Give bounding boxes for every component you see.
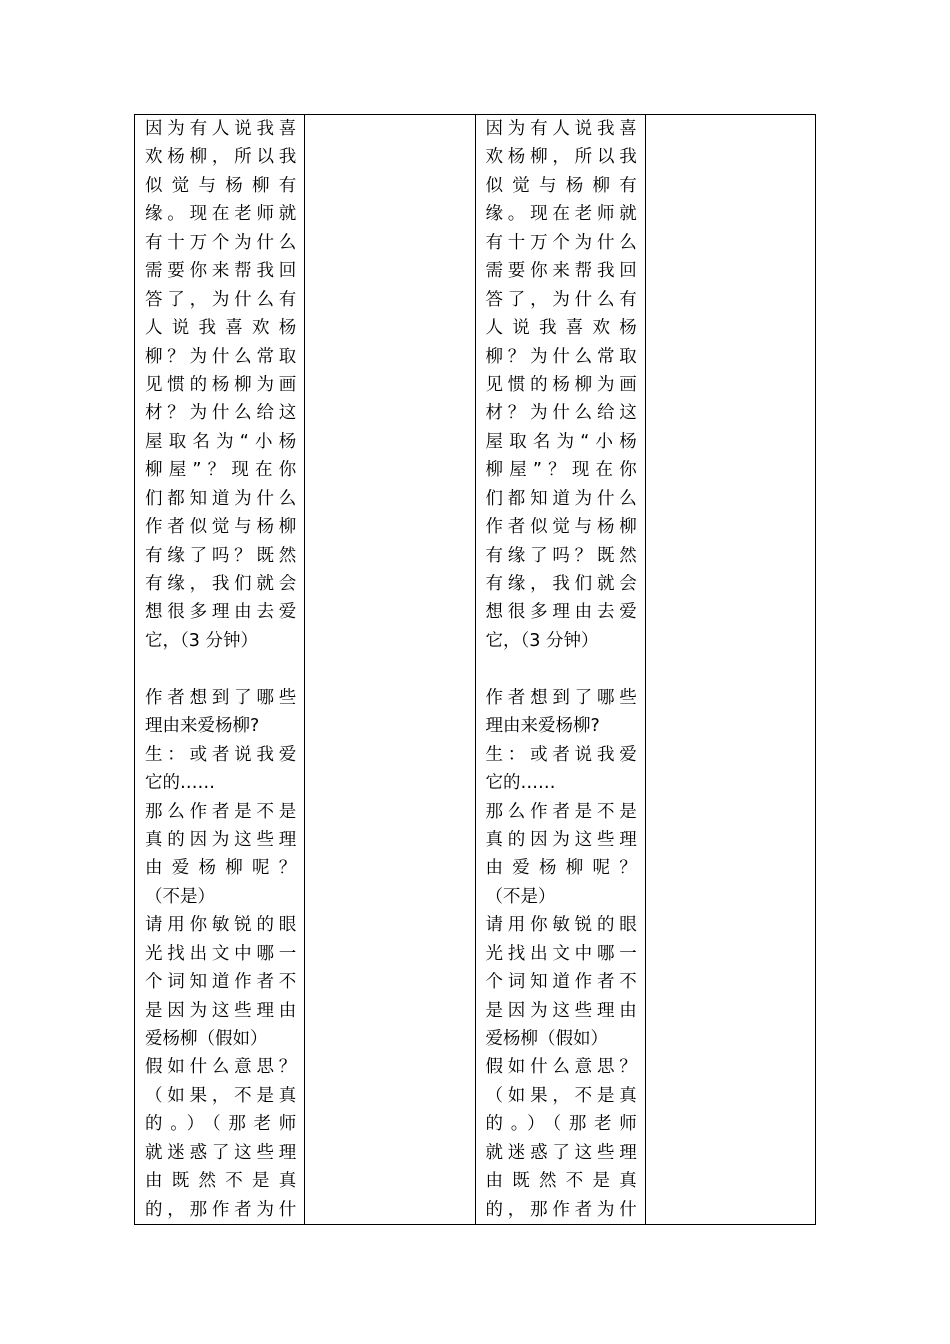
text-line: 有十万个为什么 <box>145 232 297 253</box>
text-line: 个词知道作者不 <box>485 972 637 993</box>
text-line: 欢杨柳，所以我 <box>145 147 297 168</box>
text-line: 生：或者说我爱 <box>485 744 637 765</box>
text-line: 的。）（那老师 <box>145 1114 297 1135</box>
text-line: 作者想到了哪些 <box>145 687 297 708</box>
text-line: 柳屋”？现在你 <box>485 460 637 481</box>
table-cell-column-4 <box>645 115 815 1225</box>
text-line: 似觉与杨柳有 <box>485 175 637 196</box>
text-line: 缘。现在老师就 <box>145 204 297 225</box>
cell-text-column-1 <box>135 115 304 1224</box>
text-line: 作者似觉与杨柳 <box>145 517 297 538</box>
lesson-plan-table <box>134 114 816 1225</box>
text-line: 它的…… <box>485 773 556 794</box>
text-line: 有缘，我们就会 <box>485 574 637 594</box>
text-line: 理由来爱杨柳? <box>145 716 260 737</box>
text-line: 那么作者是不是 <box>145 801 297 822</box>
text-line: 柳屋”？现在你 <box>145 460 297 481</box>
text-line: 人说我喜欢杨 <box>145 318 297 339</box>
table-row <box>135 115 816 1225</box>
text-line: 想很多理由去爱 <box>145 602 297 623</box>
text-line: 爱杨柳（假如） <box>485 1029 608 1049</box>
table-cell-column-1 <box>135 115 305 1225</box>
text-line: 光找出文中哪一 <box>145 943 297 964</box>
text-line: 材？为什么给这 <box>485 403 637 424</box>
text-line: 作者似觉与杨柳 <box>485 517 637 538</box>
cell-text-column-3 <box>476 115 645 1224</box>
text-line: 需要你来帮我回 <box>485 261 637 282</box>
text-line: 因为有人说我喜 <box>485 119 637 139</box>
text-line: 屋取名为“小杨 <box>485 431 637 452</box>
text-line: 它，（3 分钟） <box>145 630 258 651</box>
text-line: 它的…… <box>145 773 215 794</box>
text-line: 的，那作者为什 <box>485 1199 637 1220</box>
text-line: 需要你来帮我回 <box>145 261 297 282</box>
text-line: 光找出文中哪一 <box>485 943 637 964</box>
text-line: 见惯的杨柳为画 <box>145 374 297 395</box>
text-line: （如果，不是真 <box>145 1085 297 1106</box>
text-line: 缘。现在老师就 <box>485 204 637 225</box>
text-line: 真的因为这些理 <box>145 829 297 850</box>
text-line: 就迷惑了这些理 <box>485 1142 637 1163</box>
text-line: 有缘，我们就会 <box>145 574 297 594</box>
table-cell-column-2 <box>305 115 475 1225</box>
table-cell-column-3 <box>475 115 645 1225</box>
text-line: 人说我喜欢杨 <box>485 318 637 339</box>
text-line: 欢杨柳，所以我 <box>485 147 637 168</box>
text-line: 是因为这些理由 <box>145 1000 297 1021</box>
text-line: 生：或者说我爱 <box>145 744 297 765</box>
text-line: 材？为什么给这 <box>145 403 297 424</box>
blank-line <box>486 655 637 683</box>
text-line: 答了，为什么有 <box>485 289 637 310</box>
text-line: 想很多理由去爱 <box>485 602 637 623</box>
text-line: 们都知道为什么 <box>145 488 297 509</box>
text-line: 假如什么意思？ <box>485 1057 637 1078</box>
text-line: 柳？为什么常取 <box>485 346 637 367</box>
text-line: 由既然不是真 <box>485 1171 637 1192</box>
text-line: 由爱杨柳呢？ <box>145 858 297 879</box>
text-line: 理由来爱杨柳? <box>485 716 600 737</box>
text-line: 答了，为什么有 <box>145 289 297 310</box>
text-line: 屋取名为“小杨 <box>145 431 297 452</box>
text-line: 们都知道为什么 <box>485 488 637 509</box>
text-line: （不是） <box>485 886 556 907</box>
text-line: 那么作者是不是 <box>485 801 637 822</box>
text-line: 见惯的杨柳为画 <box>485 374 637 395</box>
text-line: 作者想到了哪些 <box>485 687 637 708</box>
text-line: 爱杨柳（假如） <box>145 1029 268 1049</box>
text-line: （不是） <box>145 886 215 907</box>
text-line: 由既然不是真 <box>145 1171 297 1192</box>
text-line: 请用你敏锐的眼 <box>145 915 297 936</box>
text-line: 柳？为什么常取 <box>145 346 297 367</box>
text-line: 有缘了吗？既然 <box>145 545 297 566</box>
text-line: 由爱杨柳呢？ <box>485 858 637 879</box>
blank-line <box>145 655 296 683</box>
text-line: 真的因为这些理 <box>485 829 637 850</box>
text-line: 它，（3 分钟） <box>485 630 599 651</box>
text-line: 的，那作者为什 <box>145 1199 297 1220</box>
text-line: 就迷惑了这些理 <box>145 1142 297 1163</box>
text-line: 是因为这些理由 <box>485 1000 637 1021</box>
text-line: 假如什么意思？ <box>145 1057 297 1078</box>
text-line: 似觉与杨柳有 <box>145 175 297 196</box>
text-line: 有缘了吗？既然 <box>485 545 637 566</box>
text-line: 有十万个为什么 <box>485 232 637 253</box>
text-line: 的。）（那老师 <box>485 1114 637 1135</box>
text-line: 请用你敏锐的眼 <box>485 915 637 936</box>
text-line: （如果，不是真 <box>485 1085 637 1106</box>
text-line: 因为有人说我喜 <box>145 119 297 139</box>
text-line: 个词知道作者不 <box>145 972 297 993</box>
